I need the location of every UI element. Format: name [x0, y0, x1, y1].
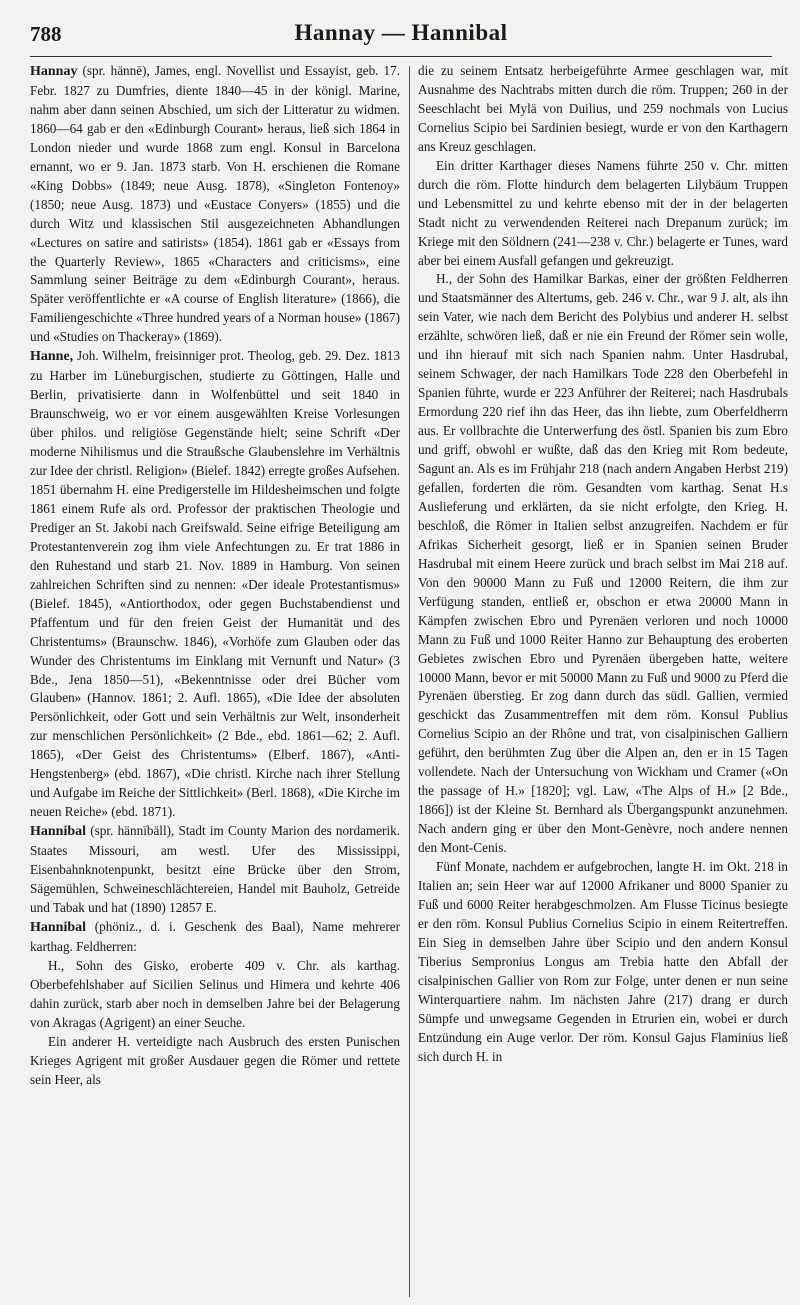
text-columns [30, 62, 788, 1299]
entry-text: Joh. Wilhelm, freisinniger prot. Theolog, geb. 29. Dez. 1813 zu Harber im Lüneburgischen, studierte zu Göttingen, Halle und Berlin, privatisierte dann in Wolfenbüttel und seit 1840 in Braunschweig, wo er vor einem ausgewählten Kreise Vorlesungen über philos. und religiöse Gegenstände hielt; seine Schrift «Der moderne Nihilismus und die Straußsche Glaubenslehre im Verhältnis zur Idee der christl. Religion» (Bielef. 1842) erregte großes Aufsehen. 1851 übernahm H. eine Predigerstelle im Hildesheimschen und folgte 1861 einem Rufe als ord. Professor der praktischen Theologie und Prediger an St. Jakobi nach Greifswald. Seine eifrige Beteiligung am Protestantenverein zog ihm viele Anfechtungen zu. Er trat 1886 in den Ruhestand und starb 21. Nov. 1889 in Hamburg. Von seinen zahlreichen Schriften sind zu nennen: «Der ideale Protestantismus» (Bielef. 1845), «Antiorthodox, oder gegen Buchstabendienst und Pfaffentum und für den freien Geist der Humanität und des Christentums» (Braunschw. 1846), «Vorhöfe zum Glauben oder das Wunder des Christentums im Einklang mit Vernunft und Natur» (3 Bde., Jena 1850—51), «Bekenntnisse oder drei Bücher vom Glauben» (Hannov. 1861; 2. Aufl. 1865), «Die Idee der absoluten Persönlichkeit, oder Gott und sein Verhältnis zur Welt, insonderheit zur menschlichen Persönlichkeit» (2 Bde., ebd. 1861—62; 2. Aufl. 1865), «Der Geist des Christentums» (Elberf. 1867), «Anti-Hengstenberg» (ebd. 1867), «Die christl. Kirche nach ihrer Stellung und Aufgabe im Reiche der Sittlichkeit» (Berl. 1868), «Die Kirche im neuen Reiche» (ebd. 1871). [30, 348, 400, 820]
running-head [30, 22, 772, 52]
lemma-hannay: Hannay [30, 64, 78, 79]
paragraph-hannibal-2-cont: die zu seinem Entsatz herbeigeführte Armee geschlagen war, mit Ausnahme des Nachtrabs mitten durch die röm. Truppen; 260 in der Seeschlacht bei Mylä von Duilius, und 259 nochmals von Lucius Cornelius Scipio bei Sardinien besiegt, wurde er von den Karthagern ans Kreuz geschlagen. [418, 63, 788, 154]
paragraph-hannibal-4: H., der Sohn des Hamilkar Barkas, einer der größten Feldherren und Staatsmänner des Altertums, geb. 246 v. Chr., war 9 J. alt, als ihn sein Vater, wie nach dem Bericht des Polybius und anderer H. selbst erzählte, schwören ließ, daß er nie ein Freund der Römer sein wolle, und ihn hierauf mit sich nach Spanien nahm. Unter Hasdrubal, seinem Schwager, der nach Hamilkars Tode 228 den Oberbefehl in Spanien führte, wurde er 223 Anführer der Reiterei; nach Hasdrubals Ermordung 220 rief ihn das Heer, das ihn liebte, zum Oberfeldherrn aus. Er vollbrachte die Unterwerfung des östl. Spanien bis zum Ebro und griff, obwohl er wußte, daß das den Krieg mit Rom bedeute, Sagunt an. Als es im Frühjahr 218 (nach andern Angaben Herbst 219) gefallen, forderten die röm. Gesandten vom karthag. Senat H.s Auslieferung und erklärten, da sie nicht erfolgte, den Krieg. H. beschloß, die Römer in Italien selbst anzugreifen. Nachdem er für Afrikas Sicherheit gesorgt, ließ er in Spanien seinen Bruder Hasdrubal mit einem Heere zurück und brach selbst im Mai 218 auf. Von den 90000 Mann zu Fuß und 12000 Reitern, die ihm zur Verfügung standen, entließ er, obschon er etwa 20000 Mann in Kämpfen zwischen Ebro und Pyrenäen verloren und noch 10000 Mann zu Fuß und 1000 Reiter Hanno zur Behauptung des eroberten Gebietes zwischen Ebro und Pyrenäen übergeben hatte, weitere 10000 Mann, bevor er mit 50000 Mann zu Fuß und 9000 zu Pferd die Pyrenäen überstieg. Er zog dann durch das südl. Gallien, vermied geschickt das Zusammentreffen mit dem röm. Konsul Publius Cornelius Scipio an der Rhône und trat, von cisalpinischen Galliern geführt, den berühmten Zug über die Alpen an, den er in 15 Tagen vollendete. Nach der Untersuchung von Wickham und Cramer («On the passage of H.» [1820]; vgl. Law, «The Alps of H.» [2 Bde., 1866]) ist der Kleine St. Bernhard als Übergangspunkt anzunehmen. Nach andern ging er über den Mont-Genèvre, noch andere nennen den Mont-Cenis. [418, 271, 788, 856]
entry-text: (phöniz., d. i. Geschenk des Baal), Name mehrerer karthag. Feldherren: [30, 918, 400, 954]
lemma-hannibal-town: Hannibal [30, 824, 87, 840]
left-column [30, 62, 400, 1299]
lemma-hannibal-name: Hannibal [30, 919, 87, 935]
page-number: 788 [30, 22, 62, 46]
header-rule [30, 56, 772, 57]
entry-text: (spr. hännībäll), Stadt im County Marion des nordamerik. Staates Missouri, am westl. Ufer des Mississippi, Eisenbahnknotenpunkt, besitzt eine Brücke über den Strom, Sägemühlen, Schweineschlächtereien, Handel mit Bauholz, Getreide und Tabak und hat (1890) 12857 E. [30, 823, 400, 915]
entry-hannibal-name [30, 918, 400, 957]
paragraph-hannibal-1: H., Sohn des Gisko, eroberte 409 v. Chr. als karthag. Oberbefehlshaber auf Sicilien Selinus und Himera und kehrte 406 dahin zurück, starb aber noch in demselben Jahre bei der Belagerung von Akragas (Agrigent) an einer Seuche. [30, 957, 400, 1030]
entry-hanne [30, 347, 400, 822]
paragraph-hannibal-2: Ein anderer H. verteidigte nach Ausbruch des ersten Punischen Krieges Agrigent mit großer Ausdauer gegen die Römer und rettete sein Heer, als [30, 1033, 400, 1087]
paragraph-hannibal-4-cont: Fünf Monate, nachdem er aufgebrochen, langte H. im Okt. 218 in Italien an; sein Heer war auf 12000 Afrikaner und 8000 Spanier zu Fuß und 6000 Reiter herabgeschmolzen. Am Flusse Ticinus besiegte er den röm. Konsul Publius Cornelius Scipio in einem Reitertreffen. Ein Sieg in demselben Jahre über Scipio und den andern Konsul Tiberius Sempronius Longus am Trebia hatte den Abfall der cisalpinischen Gallier von Rom zur Folge, unter denen er nun seine Winterquartiere nahm. Im nächsten Jahre (217) drang er durch Sümpfe und unwegsame Gegenden in Etrurien ein, wobei er durch Entzündung ein Auge verlor. Der röm. Konsul Gajus Flaminius ließ sich durch H. in [418, 859, 788, 1064]
lemma-hanne: Hanne, [30, 349, 74, 365]
paragraph-hannibal-3: Ein dritter Karthager dieses Namens führte 250 v. Chr. mitten durch die röm. Flotte hindurch dem belagerten Lilybäum Truppen und Lebensmittel zu und kehrte ebenso mit der in der belagerten Stadt nicht zu verwendenden Reiterei nach Drepanum zurück; im Kriege mit den Söldnern (241—238 v. Chr.) belagerte er Tunes, ward aber bei einem Ausfall gefangen und gekreuzigt. [418, 157, 788, 268]
entry-hannibal-town [30, 822, 400, 918]
running-title: Hannay — Hannibal [294, 20, 508, 45]
right-column [418, 62, 788, 1299]
entry-text: (spr. hännē), James, engl. Novellist und Essayist, geb. 17. Febr. 1827 zu Dumfries, diente 1840—45 in der königl. Marine, nahm aber dann seinen Abschied, um sich der Litteratur zu widmen. 1860—64 gab er den «Edinburgh Courant» heraus, ließ sich 1864 in London nieder und wurde 1868 zum engl. Konsul in Barcelona ernannt, wo er 9. Jan. 1873 starb. Von H. erschienen die Romane «King Dobbs» (1849; neue Ausg. 1878), «Singleton Fontenoy» (1850; neue Ausg. 1873) und «Eustace Conyers» (1855) und die durch Witz und klassischen Stil ausgezeichneten Abhandlungen «Lectures on satire and satirists» (1854). 1861 gab er «Essays from the Quarterly Review», 1865 «Characters and criticisms», eine Sammlung seiner Beiträge zu dem «Edinburgh Courant», heraus. Später veröffentlichte er «A course of English literature» (1866), die Familiengeschichte «Three hundred years of a Norman house» (1867) und «Studies on Thackeray» (1869). [30, 63, 400, 345]
entry-hannay [30, 62, 400, 347]
